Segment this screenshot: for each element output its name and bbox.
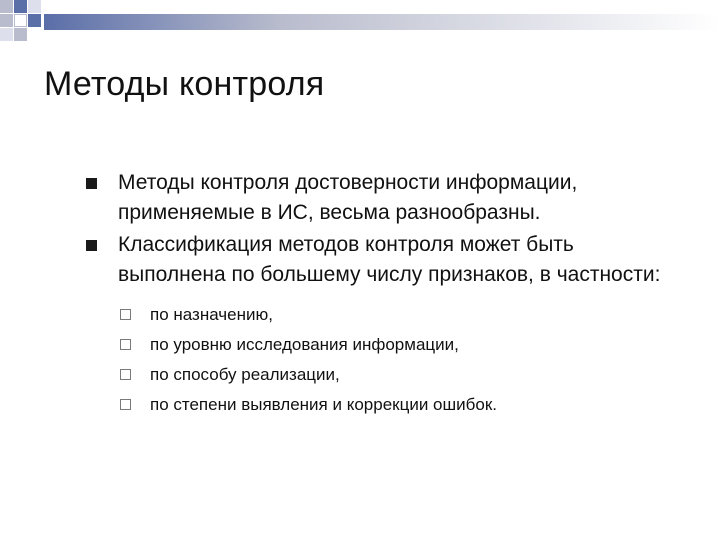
filled-square-bullet-icon — [86, 240, 97, 251]
bullet-text: Классификация методов контроля может быть выполнена по большему числу признаков, в частности: — [118, 233, 661, 286]
decorative-square — [14, 0, 27, 13]
sub-list-item — [118, 300, 686, 330]
decorative-square — [28, 0, 41, 13]
bullet-list — [86, 168, 686, 420]
slide-title: Методы контроля — [44, 64, 325, 103]
list-item — [86, 230, 686, 290]
bullet-text: Методы контроля достоверности информации, применяемые в ИС, весьма разнообразны. — [118, 171, 578, 224]
sub-bullet-text: по уровню исследования информации, — [150, 335, 459, 354]
hollow-square-bullet-icon — [120, 309, 131, 320]
decorative-square — [28, 14, 41, 27]
decorative-gradient-bar — [44, 14, 720, 30]
hollow-square-bullet-icon — [120, 369, 131, 380]
decorative-square — [0, 0, 13, 13]
sub-bullet-list — [86, 300, 686, 420]
decorative-square — [14, 14, 27, 27]
sub-bullet-text: по способу реализации, — [150, 365, 340, 384]
sub-bullet-text: по назначению, — [150, 305, 273, 324]
sub-list-item — [118, 330, 686, 360]
decorative-square — [0, 14, 13, 27]
hollow-square-bullet-icon — [120, 339, 131, 350]
sub-list-item — [118, 390, 686, 420]
list-item — [86, 168, 686, 228]
decorative-square — [14, 28, 27, 41]
filled-square-bullet-icon — [86, 178, 97, 189]
sub-bullet-text: по степени выявления и коррекции ошибок. — [150, 395, 497, 414]
hollow-square-bullet-icon — [120, 399, 131, 410]
decorative-square — [0, 28, 13, 41]
sub-list-item — [118, 360, 686, 390]
